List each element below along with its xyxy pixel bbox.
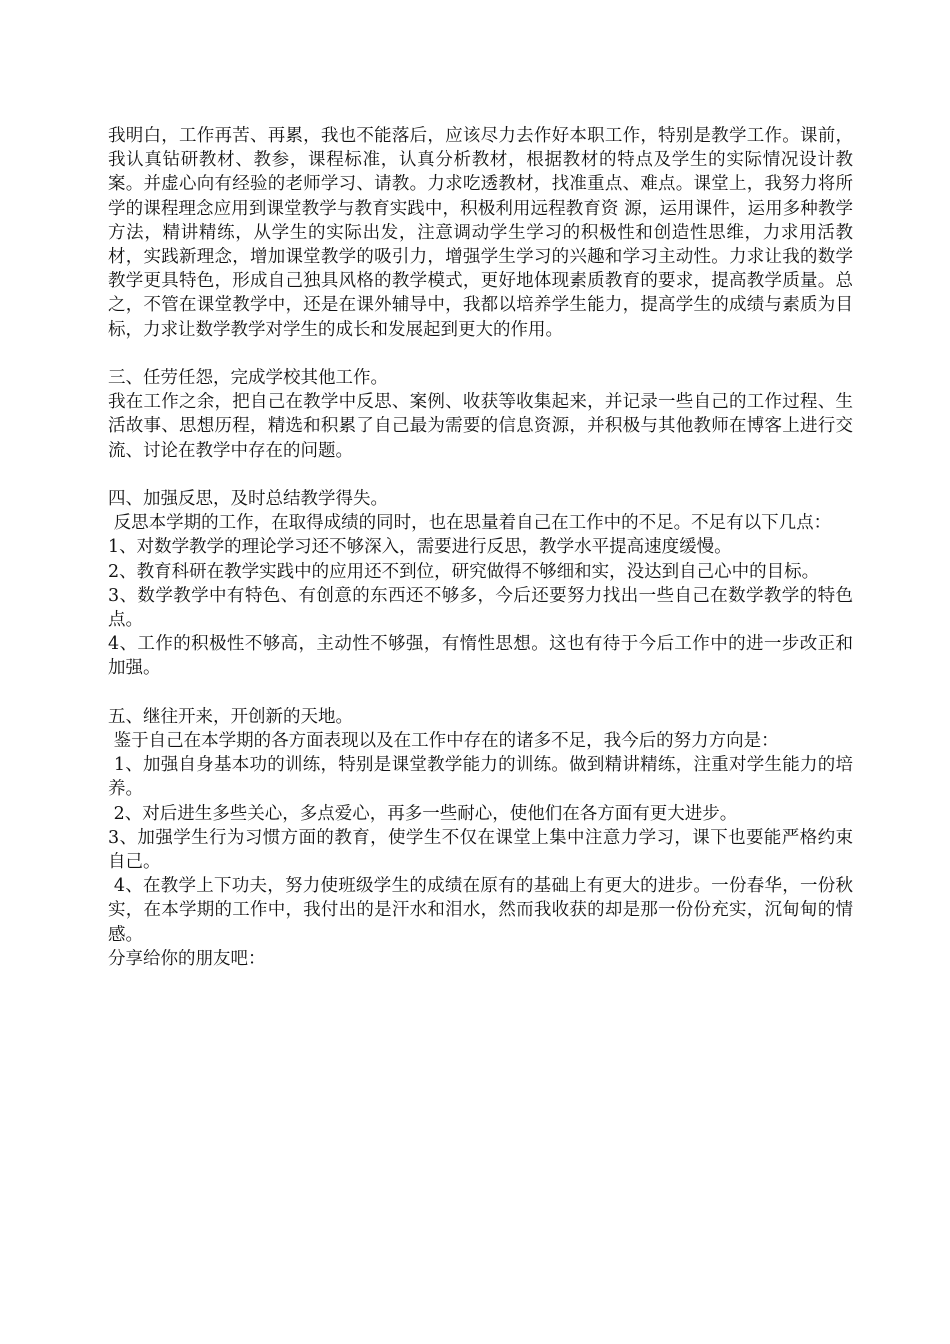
list-item: 4、工作的积极性不够高，主动性不够强，有惰性思想。这也有待于今后工作中的进一步改正和加强。 [108, 634, 853, 679]
blank-line [108, 342, 853, 366]
list-item: 2、对后进生多些关心，多点爱心，再多一些耐心，使他们在各方面有更大进步。 [108, 803, 738, 824]
document-page [108, 124, 853, 971]
blank-line [108, 681, 853, 705]
body-paragraph: 我明白，工作再苦、再累，我也不能落后，应该尽力去作好本职工作，特别是教学工作。课前，我认真钻研教材、教参，课程标准，认真分析教材，根据教材的特点及学生的实际情况设计教案。并虚心向有经验的老师学习、请教。力求吃透教材，找准重点、难点。课堂上，我努力将所学的课程理念应用到课堂教学与教育实践中，积极利用远程教育资 源，运用课件，运用多种教学方法，精讲精练，从学生的实际出发，注意调动学生学习的积极性和创造性思维，力求用活教材，实践新理念，增加课堂教学的吸引力，增强学生学习的兴趣和学习主动性。力求让我的数学教学更具特色，形成自己独具风格的教学模式，更好地体现素质教育的要求，提高教学质量。总之，不管在课堂教学中，还是在课外辅导中，我都以培养学生能力，提高学生的成绩与素质为目标，力求让数学教学对学生的成长和发展起到更大的作用。 [108, 126, 853, 340]
list-item: 3、数学教学中有特色、有创意的东西还不够多，今后还要努力找出一些自己在数学教学的特色点。 [108, 585, 853, 631]
list-item: 3、加强学生行为习惯方面的教育，使学生不仅在课堂上集中注意力学习，课下也要能严格约束自己。 [108, 827, 853, 873]
list-item: 4、在教学上下功夫，努力使班级学生的成绩在原有的基础上有更大的进步。一份春华，一份秋实，在本学期的工作中，我付出的是汗水和泪水，然而我收获的却是那一份份充实，沉甸甸的情感。 [108, 876, 853, 945]
section-heading: 五、继往开来，开创新的天地。 [108, 706, 353, 727]
section-heading: 四、加强反思，及时总结教学得失。 [108, 489, 388, 510]
body-paragraph: 鉴于自己在本学期的各方面表现以及在工作中存在的诸多不足，我今后的努力方向是： [108, 731, 779, 752]
body-paragraph: 我在工作之余，把自己在教学中反思、案例、收获等收集起来，并记录一些自己的工作过程、生活故事、思想历程，精选和积累了自己最为需要的信息资源，并积极与其他教师在博客上进行交流、讨论在教学中存在的问题。 [108, 392, 853, 461]
list-item: 1、加强自身基本功的训练，特别是课堂教学能力的训练。做到精讲精练，注重对学生能力的培养。 [108, 755, 853, 800]
blank-line [108, 463, 853, 487]
section-heading: 三、任劳任怨，完成学校其他工作。 [108, 368, 388, 389]
list-item: 1、对数学教学的理论学习还不够深入，需要进行反思，教学水平提高速度缓慢。 [108, 537, 732, 558]
list-item: 2、教育科研在教学实践中的应用还不到位，研究做得不够细和实，没达到自己心中的目标。 [108, 561, 820, 582]
body-paragraph: 反思本学期的工作，在取得成绩的同时，也在思量着自己在工作中的不足。不足有以下几点： [108, 513, 832, 534]
share-prompt: 分享给你的朋友吧： [108, 948, 266, 969]
